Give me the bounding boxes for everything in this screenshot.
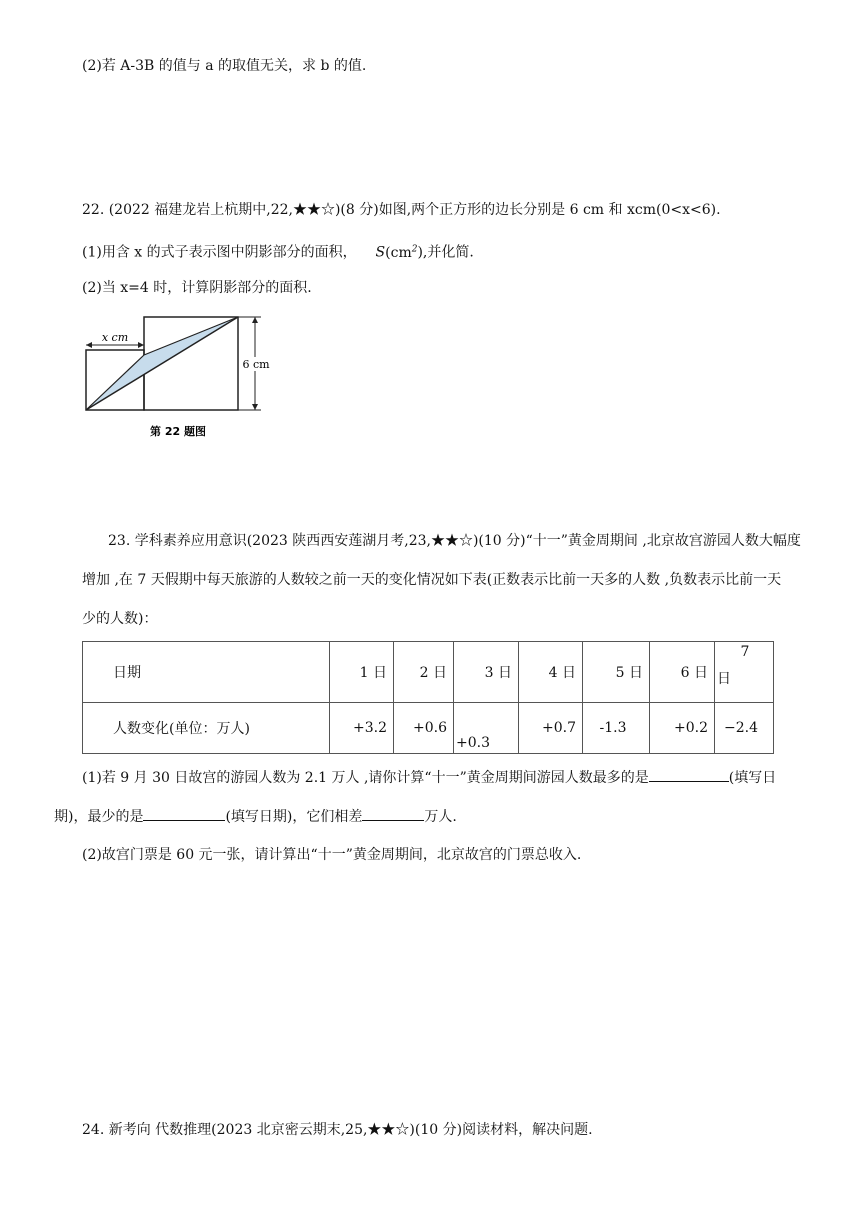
day-2: 2 日 bbox=[394, 642, 454, 703]
six-arrow-top bbox=[252, 317, 258, 323]
q21-part2: (2)若 A-3B 的值与 a 的取值无关，求 b 的值. bbox=[82, 58, 367, 74]
day-1: 1 日 bbox=[330, 642, 394, 703]
q23-part1-line1: (1)若 9 月 30 日故宫的游园人数为 2.1 万人 ,请你计算“十一”黄金周期间游园人数最多的是 (填写日 bbox=[82, 767, 776, 788]
change-day-7: −2.4 bbox=[715, 703, 774, 754]
change-day-1: +3.2 bbox=[330, 703, 394, 754]
six-cm-label: 6 cm bbox=[242, 358, 270, 371]
q23-line1: 23. 学科素养应用意识(2023 陕西西安莲湖月考,23,★★☆)(10 分)“十一”黄金周期间 ,北京故宫游园人数大幅度 bbox=[108, 533, 801, 549]
answer-blank-difference[interactable] bbox=[362, 806, 424, 821]
change-day-3: +0.3 bbox=[454, 703, 519, 754]
table-row bbox=[83, 703, 774, 754]
day-4: 4 日 bbox=[519, 642, 583, 703]
date-header: 日期 bbox=[83, 642, 330, 703]
day-5: 5 日 bbox=[583, 642, 650, 703]
q22-figure bbox=[83, 312, 283, 446]
q22-part2: (2)当 x=4 时，计算阴影部分的面积. bbox=[82, 280, 312, 296]
x-arrow-right bbox=[138, 342, 144, 348]
answer-blank-least[interactable] bbox=[143, 806, 225, 821]
connector-line-2 bbox=[144, 317, 238, 355]
change-label: 人数变化(单位：万人) bbox=[83, 703, 330, 754]
q23-line2: 增加 ,在 7 天假期中每天旅游的人数较之前一天的变化情况如下表(正数表示比前一天多的人数 ,负数表示比前一天 bbox=[82, 572, 782, 588]
change-day-6: +0.2 bbox=[650, 703, 715, 754]
area-symbol: S bbox=[375, 244, 386, 261]
squares-diagram bbox=[83, 312, 283, 442]
q22-part1 bbox=[82, 239, 474, 263]
table-row bbox=[83, 642, 774, 703]
q24-header: 24. 新考向 代数推理(2023 北京密云期末,25,★★☆)(10 分)阅读材料，解决问题. bbox=[82, 1122, 593, 1138]
change-day-2: +0.6 bbox=[394, 703, 454, 754]
x-arrow-left bbox=[86, 342, 92, 348]
day-6: 6 日 bbox=[650, 642, 715, 703]
answer-blank-most[interactable] bbox=[649, 767, 729, 782]
q22-header: 22. (2022 福建龙岩上杭期中,22,★★☆)(8 分)如图,两个正方形的边长分别是 6 cm 和 xcm(0<x<6). bbox=[82, 202, 721, 218]
change-day-5: -1.3 bbox=[583, 703, 650, 754]
connector-line-1 bbox=[86, 355, 144, 410]
q22-part1-text: (1)用含 x 的式子表示图中阴影部分的面积， bbox=[82, 244, 357, 261]
day-3: 3 日 bbox=[454, 642, 519, 703]
q23-line3: 少的人数)： bbox=[82, 611, 158, 627]
q23-part2: (2)故宫门票是 60 元一张，请计算出“十一”黄金周期间，北京故宫的门票总收入. bbox=[82, 847, 582, 863]
q23-part1-line2: 期)，最少的是 (填写日期)，它们相差 万人. bbox=[54, 806, 457, 827]
q22-part1-tail: ),并化简. bbox=[417, 244, 474, 261]
x-cm-label: x cm bbox=[101, 331, 129, 344]
change-day-4: +0.7 bbox=[519, 703, 583, 754]
six-arrow-bottom bbox=[252, 404, 258, 410]
day-7: 7 日 bbox=[715, 642, 774, 703]
figure-caption: 第 22 题图 bbox=[150, 425, 206, 438]
area-unit: ($cm^2$ bbox=[385, 244, 418, 261]
visitor-change-table bbox=[82, 641, 774, 754]
